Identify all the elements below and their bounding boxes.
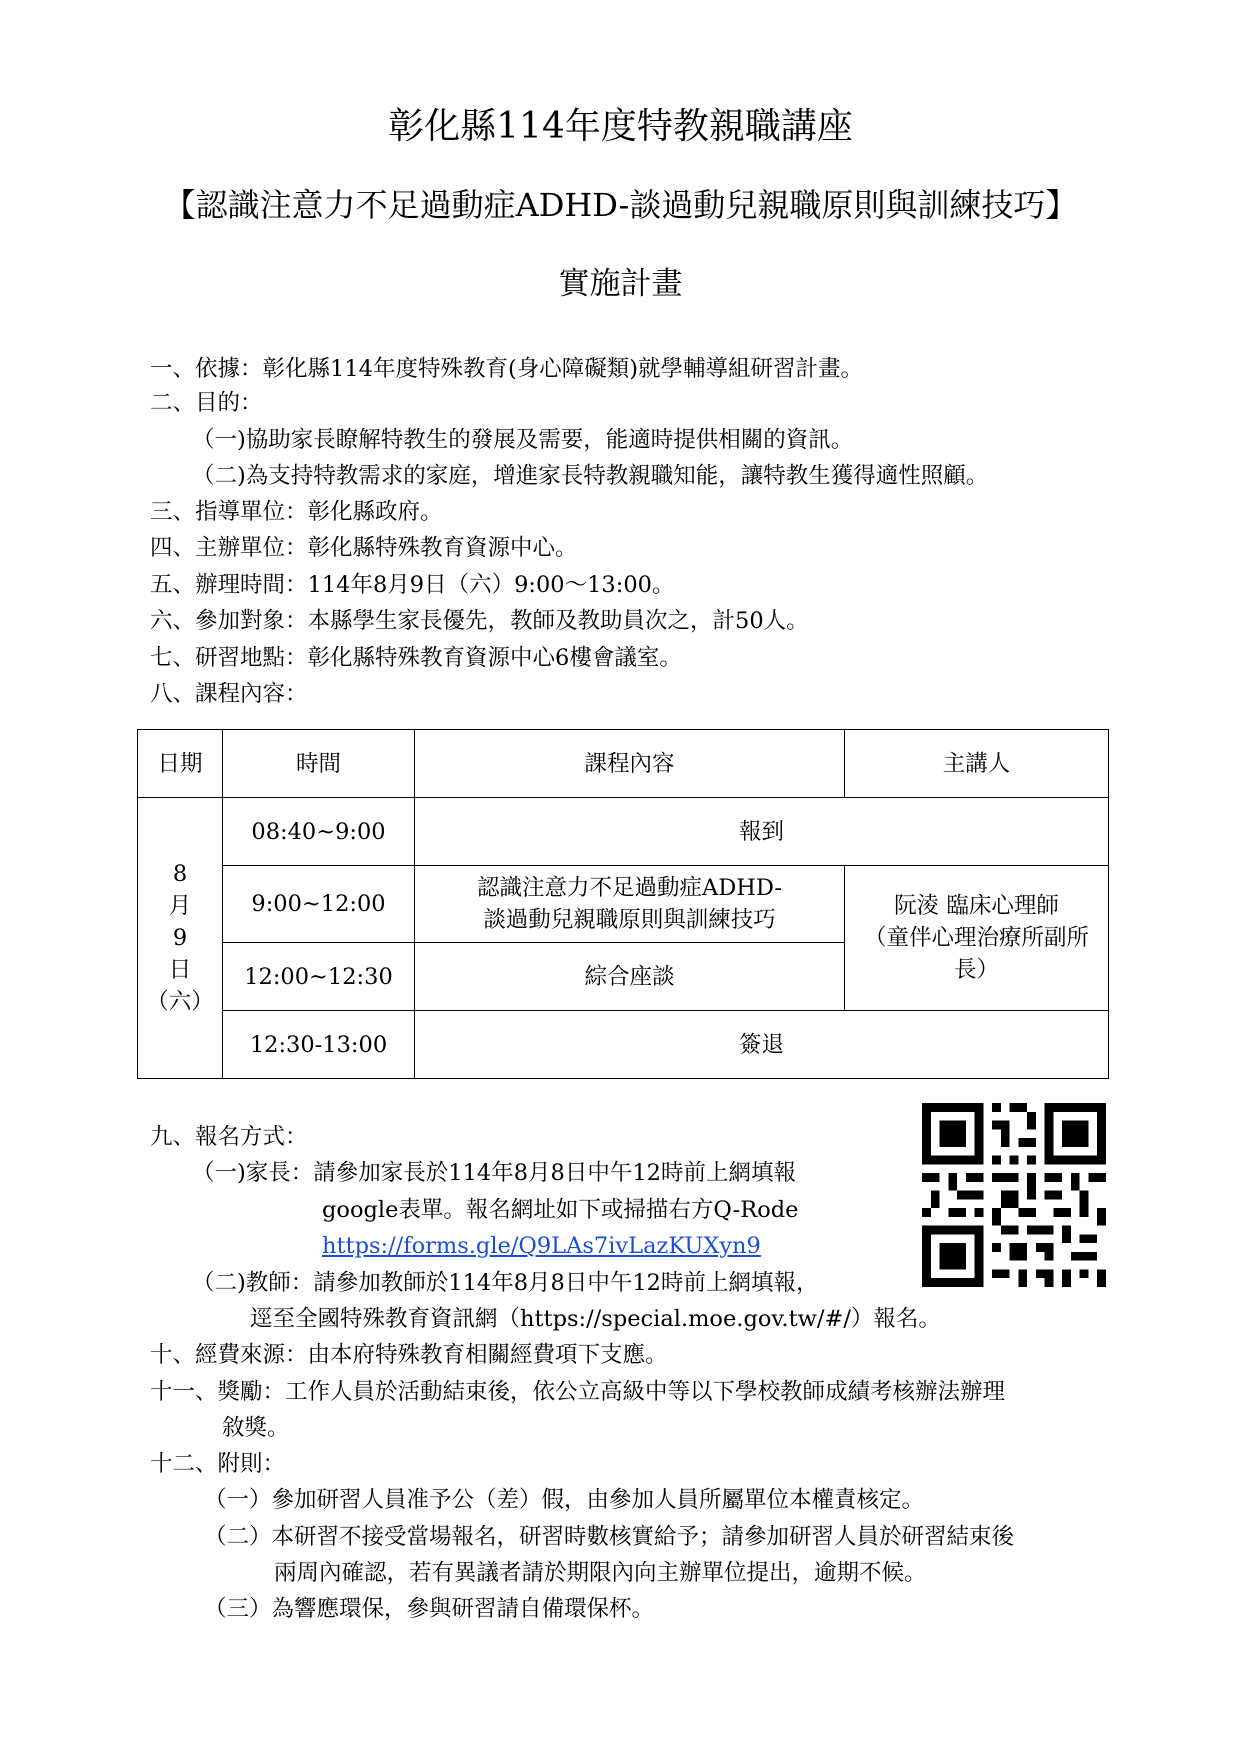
- registration-link[interactable]: https://forms.gle/Q9LAs7ivLazKUXyn9: [322, 1233, 761, 1259]
- table-row: [138, 1011, 1109, 1079]
- section-9-item-2-cont: 逕至全國特殊教育資訊網（https://special.moe.gov.tw/#/）報名。: [250, 1306, 941, 1332]
- section-2-item-2: （二)為支持特教需求的家庭，增進家長特教親職知能，讓特教生獲得適性照顧。: [192, 463, 989, 489]
- section-12-item-2-cont: 兩周內確認，若有異議者請於期限內向主辦單位提出，逾期不候。: [274, 1560, 927, 1586]
- time-cell: 12:30-13:00: [223, 1011, 415, 1079]
- section-5: 五、辦理時間：114年8月9日（六）9:00～13:00。: [150, 572, 675, 598]
- header-content: 課程內容: [415, 730, 845, 798]
- section-3: 三、指導單位：彰化縣政府。: [150, 499, 443, 525]
- section-12-item-2: （二）本研習不接受當場報名，研習時數核實給予；請參加研習人員於研習結束後: [204, 1524, 1015, 1550]
- section-12: 十二、附則：: [150, 1451, 286, 1477]
- time-cell: 08:40~9:00: [223, 798, 415, 866]
- section-2: 二、目的：: [150, 390, 263, 416]
- doc-subtitle: 【認識注意力不足過動症ADHD-談過動兒親職原則與訓練技巧】: [163, 186, 1078, 224]
- section-2-item-1: （一)協助家長瞭解特教生的發展及需要，能適時提供相關的資訊。: [192, 427, 854, 453]
- content-cell: 報到: [415, 798, 1109, 866]
- schedule-table: [137, 729, 1109, 1079]
- table-row: [138, 798, 1109, 866]
- section-9-item-1-cont: google表單。報名網址如下或掃描右方Q-Rode: [322, 1197, 799, 1223]
- content-cell: 簽退: [415, 1011, 1109, 1079]
- qr-code-icon[interactable]: [922, 1103, 1106, 1287]
- content-cell: 認識注意力不足過動症ADHD- 談過動兒親職原則與訓練技巧: [415, 866, 845, 943]
- section-8: 八、課程內容：: [150, 681, 308, 707]
- speaker-cell: 阮淩 臨床心理師 （童伴心理治療所副所 長）: [845, 866, 1109, 1011]
- header-speaker: 主講人: [845, 730, 1109, 798]
- section-4: 四、主辦單位：彰化縣特殊教育資源中心。: [150, 535, 578, 561]
- section-9: 九、報名方式：: [150, 1124, 308, 1150]
- section-11-cont: 敘獎。: [222, 1415, 290, 1441]
- section-12-item-3: （三）為響應環保，參與研習請自備環保杯。: [204, 1596, 655, 1622]
- time-cell: 9:00~12:00: [223, 866, 415, 943]
- section-1: 一、依據：彰化縣114年度特殊教育(身心障礙類)就學輔導組研習計畫。: [150, 356, 864, 382]
- header-time: 時間: [223, 730, 415, 798]
- content-cell: 綜合座談: [415, 943, 845, 1011]
- time-cell: 12:00~12:30: [223, 943, 415, 1011]
- table-header-row: [138, 730, 1109, 798]
- section-12-item-1: （一）參加研習人員准予公（差）假，由參加人員所屬單位本權責核定。: [204, 1487, 925, 1513]
- section-11: 十一、獎勵：工作人員於活動結束後，依公立高級中等以下學校教師成績考核辦法辦理: [150, 1379, 1006, 1405]
- table-row: [138, 866, 1109, 943]
- section-9-item-2: （二)教師：請參加教師於114年8月8日中午12時前上網填報，: [192, 1270, 819, 1296]
- section-9-item-1: （一)家長：請參加家長於114年8月8日中午12時前上網填報: [192, 1160, 796, 1186]
- date-cell: 8 月 9 日 （六）: [138, 798, 223, 1079]
- doc-title: 彰化縣114年度特教親職講座: [388, 106, 853, 147]
- section-6: 六、參加對象：本縣學生家長優先，教師及教助員次之，計50人。: [150, 608, 809, 634]
- section-7: 七、研習地點：彰化縣特殊教育資源中心6樓會議室。: [150, 645, 682, 671]
- header-date: 日期: [138, 730, 223, 798]
- section-10: 十、經費來源：由本府特殊教育相關經費項下支應。: [150, 1342, 668, 1368]
- doc-plan-heading: 實施計畫: [558, 266, 683, 302]
